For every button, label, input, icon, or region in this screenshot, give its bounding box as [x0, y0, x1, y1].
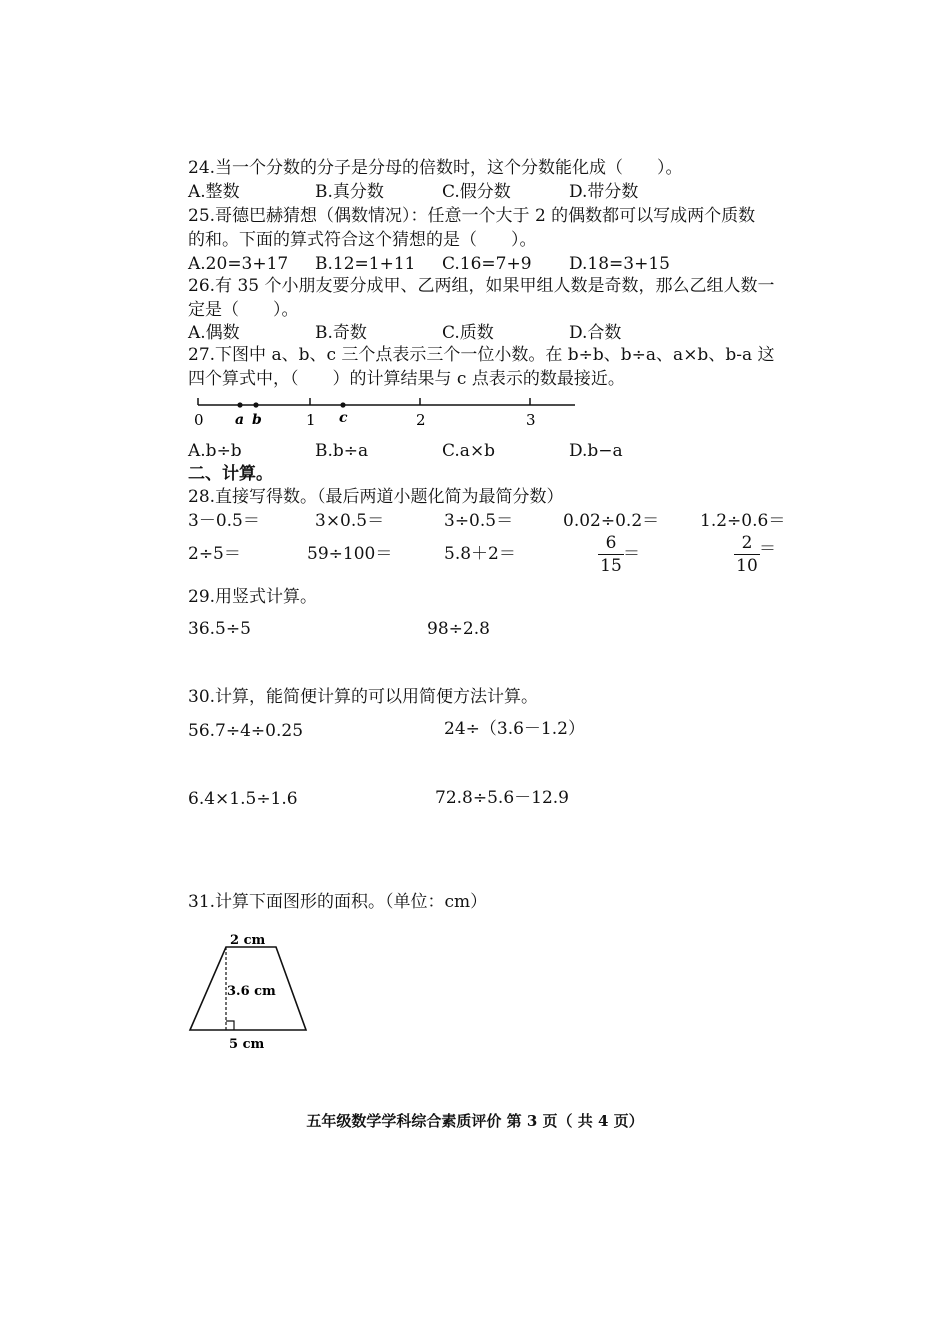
q27-line2: 四个算式中，（ ）的计算结果与 c 点表示的数最接近。 [188, 369, 625, 389]
q25-option-c: C.16=7+9 [442, 254, 532, 274]
point-a [237, 402, 242, 407]
label-bottom: 5 cm [229, 1037, 265, 1052]
q30-item-2: 24÷（3.6－1.2） [444, 719, 585, 739]
q28-fraction-2 [734, 533, 760, 576]
q28-fraction-1-equals: ＝ [623, 544, 640, 564]
q27-option-b: B.b÷a [315, 441, 369, 461]
q28-item-7: 59÷100＝ [307, 544, 393, 564]
q26-option-b: B.奇数 [315, 323, 367, 343]
number-line [190, 395, 590, 435]
point-label-a: a [235, 412, 245, 428]
q29-item-2: 98÷2.8 [427, 619, 490, 639]
q24-option-d: D.带分数 [569, 182, 639, 202]
q28-fraction-1 [598, 533, 624, 576]
q28-fraction-2-equals: ＝ [759, 539, 776, 559]
point-c [340, 402, 345, 407]
point-label-b: b [252, 412, 262, 428]
section-heading: 二、计算。 [188, 464, 273, 484]
q26-option-d: D.合数 [569, 323, 622, 343]
q29-item-1: 36.5÷5 [188, 619, 251, 639]
right-angle-mark [226, 1021, 234, 1030]
fraction-2-bar [734, 554, 760, 555]
q26-option-c: C.质数 [442, 323, 494, 343]
q24-option-a: A.整数 [188, 182, 240, 202]
point-label-c: c [339, 410, 348, 426]
q25-line1: 25.哥德巴赫猜想（偶数情况）：任意一个大于 2 的偶数都可以写成两个质数 [188, 206, 756, 226]
q26-line1: 26.有 35 个小朋友要分成甲、乙两组，如果甲组人数是奇数，那么乙组人数一 [188, 276, 775, 296]
label-height: 3.6 cm [227, 984, 276, 999]
label-top: 2 cm [230, 933, 266, 948]
q26-option-a: A.偶数 [188, 323, 240, 343]
q26-line2: 定是（ ）。 [188, 300, 299, 320]
q25-option-d: D.18=3+15 [569, 254, 670, 274]
q28-item-4: 0.02÷0.2＝ [563, 511, 660, 531]
q28-item-6: 2÷5＝ [188, 544, 241, 564]
q28-item-8: 5.8＋2＝ [444, 544, 516, 564]
fraction-2-numerator: 2 [741, 533, 753, 553]
q28-item-1: 3－0.5＝ [188, 511, 260, 531]
tick-label-2: 2 [416, 411, 426, 429]
fraction-1-bar [598, 554, 624, 555]
q28-item-3: 3÷0.5＝ [444, 511, 514, 531]
q25-option-b: B.12=1+11 [315, 254, 416, 274]
q27-option-c: C.a×b [442, 441, 496, 461]
q25-line2: 的和。下面的算式符合这个猜想的是（ ）。 [188, 230, 537, 250]
fraction-1-denominator: 15 [600, 556, 622, 576]
q30-item-3: 6.4×1.5÷1.6 [188, 789, 298, 809]
q24-stem: 24.当一个分数的分子是分母的倍数时，这个分数能化成（ ）。 [188, 158, 683, 178]
fraction-2-denominator: 10 [736, 556, 758, 576]
q30-item-1: 56.7÷4÷0.25 [188, 721, 304, 741]
q27-option-d: D.b−a [569, 441, 623, 461]
q31-stem: 31.计算下面图形的面积。（单位：cm） [188, 892, 488, 912]
tick-label-3: 3 [526, 411, 536, 429]
trapezoid-figure [185, 925, 325, 1055]
q30-item-4: 72.8÷5.6－12.9 [435, 788, 569, 808]
q27-line1: 27.下图中 a、b、c 三个点表示三个一位小数。在 b÷b、b÷a、a×b、b-a 这 [188, 345, 775, 365]
q28-stem: 28.直接写得数。（最后两道小题化简为最简分数） [188, 487, 564, 507]
q25-option-a: A.20=3+17 [188, 254, 289, 274]
fraction-1-numerator: 6 [605, 533, 617, 553]
q27-option-a: A.b÷b [188, 441, 242, 461]
tick-label-0: 0 [194, 411, 204, 429]
q24-option-c: C.假分数 [442, 182, 511, 202]
point-b [253, 402, 258, 407]
tick-label-1: 1 [306, 411, 316, 429]
q29-stem: 29.用竖式计算。 [188, 587, 318, 607]
q28-item-5: 1.2÷0.6＝ [700, 511, 786, 531]
q30-stem: 30.计算，能简便计算的可以用简便方法计算。 [188, 687, 539, 707]
q28-item-2: 3×0.5＝ [315, 511, 385, 531]
q24-option-b: B.真分数 [315, 182, 384, 202]
page-footer: 五年级数学学科综合素质评价 第 3 页（ 共 4 页） [306, 1112, 644, 1130]
